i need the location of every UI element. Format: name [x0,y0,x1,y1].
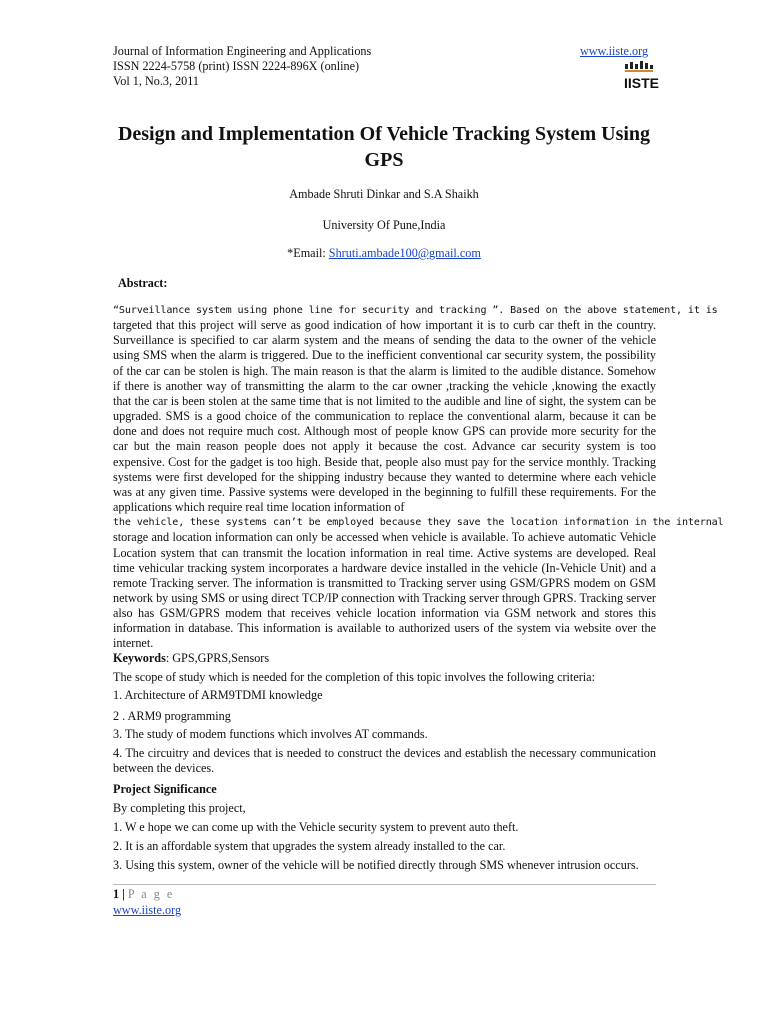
significance-item-1: 1. W e hope we can come up with the Vehicle security system to prevent auto theft. [113,820,519,834]
keywords-line [113,651,656,666]
footer-url-link[interactable]: www.iiste.org [113,903,182,917]
email-label: *Email: [287,246,329,260]
abstract-heading: Abstract: [118,276,168,290]
abstract-line-1: “Surveillance system using phone line for security and tracking ”. Based on the above statement, it is [113,305,718,316]
affiliation: University Of Pune,India [322,218,446,232]
abstract-part-3: storage and location information can only be accessed when vehicle is available. To achieve automatic Vehicle Location system that can transmit the location information in real time. Active systems are developed. Real time vehicular tracking system incorporates a hardware device installed in the vehicle (In-Vehicle Unit) and a remote Tracking server. The information is transmitted to Tracking server using GSM/GPRS modem on GSM network by using SMS or using direct TCP/IP connection with Tracking server through GPRS. Tracking server also has GSM/GPRS modem that receives vehicle location information via GSM network and stores this information in database. This information is available to authorized users of the system via website over the internet. [113,530,656,651]
email-link[interactable]: Shruti.ambade100@gmail.com [328,246,481,260]
logo-lettering: IISTE [624,75,660,91]
criteria-item-1: 1. Architecture of ARM9TDMI knowledge [113,688,323,702]
journal-header [113,44,371,89]
page-number: 1 [113,887,120,901]
keywords-value: : GPS,GPRS,Sensors [165,651,270,665]
abstract-body [113,303,724,652]
journal-issn: ISSN 2224-5758 (print) ISSN 2224-896X (online) [113,59,360,73]
footer-divider [113,884,656,885]
paper-title: Design and Implementation Of Vehicle Tracking System Using GPS [117,123,651,171]
significance-heading [113,782,656,797]
page-separator: | [119,887,128,901]
abstract-part-2: targeted that this project will serve as good indication of how important it is to curb car theft in the country. Surveillance is specified to car alarm system and the means of sending the data to the owner of the vehicle using SMS when the alarm is triggered. Due to the inefficient conventional car security system, the possibility of the car can be stolen is high. The main reason is that the alarm is limited to the audible distance. Somehow if there is another way of transmitting the alarm to the car owner ,tracking the vehicle ,knowing the exactly that the car is been stolen at the same time that is not limited to the audible and line of sight, the system can be upgraded. SMS is a good choice of the communication to replace the conventional alarm, because it can be done and does not require much cost. Although most of people know GPS can provide more security for the car but the main reason people does not apply it because the cost. Advance car security system is too expensive. Cost for the gadget is too high. Beside that, people also must pay for the service monthly. Tracking systems were first developed for the shipping industry because they wanted to determine where each vehicle was at any given time. Passive systems were developed in the beginning to fulfill these requirements. For the applications which require real time location information of [113,318,656,515]
email-line [113,246,655,261]
header-url-link[interactable]: www.iiste.org [580,44,649,58]
abstract-line-mono-2: the vehicle, these systems can’t be employed because they save the location information in the internal [113,517,724,529]
criteria-item-2: 2 . ARM9 programming [113,709,231,723]
criteria-item-3: 3. The study of modem functions which involves AT commands. [113,727,428,741]
journal-name: Journal of Information Engineering and Applications [113,44,372,58]
significance-item-2: 2. It is an affordable system that upgrades the system already installed to the car. [113,839,506,853]
page-footer [113,887,174,902]
significance-item-3: 3. Using this system, owner of the vehicle will be notified directly through SMS whenever intrusion occurs. [113,858,639,872]
page-word: P a g e [127,887,175,901]
iiste-logo [623,61,660,91]
significance-intro: By completing this project, [113,801,246,815]
scope-intro: The scope of study which is needed for the completion of this topic involves the following criteria: [113,670,595,684]
authors: Ambade Shruti Dinkar and S.A Shaikh [289,187,479,201]
criteria-item-4: 4. The circuitry and devices that is needed to construct the devices and establish the necessary communication between the devices. [113,746,656,775]
journal-volume: Vol 1, No.3, 2011 [113,74,199,88]
significance-heading-text: Project Significance [113,782,217,796]
keywords-label: Keywords [113,651,166,665]
